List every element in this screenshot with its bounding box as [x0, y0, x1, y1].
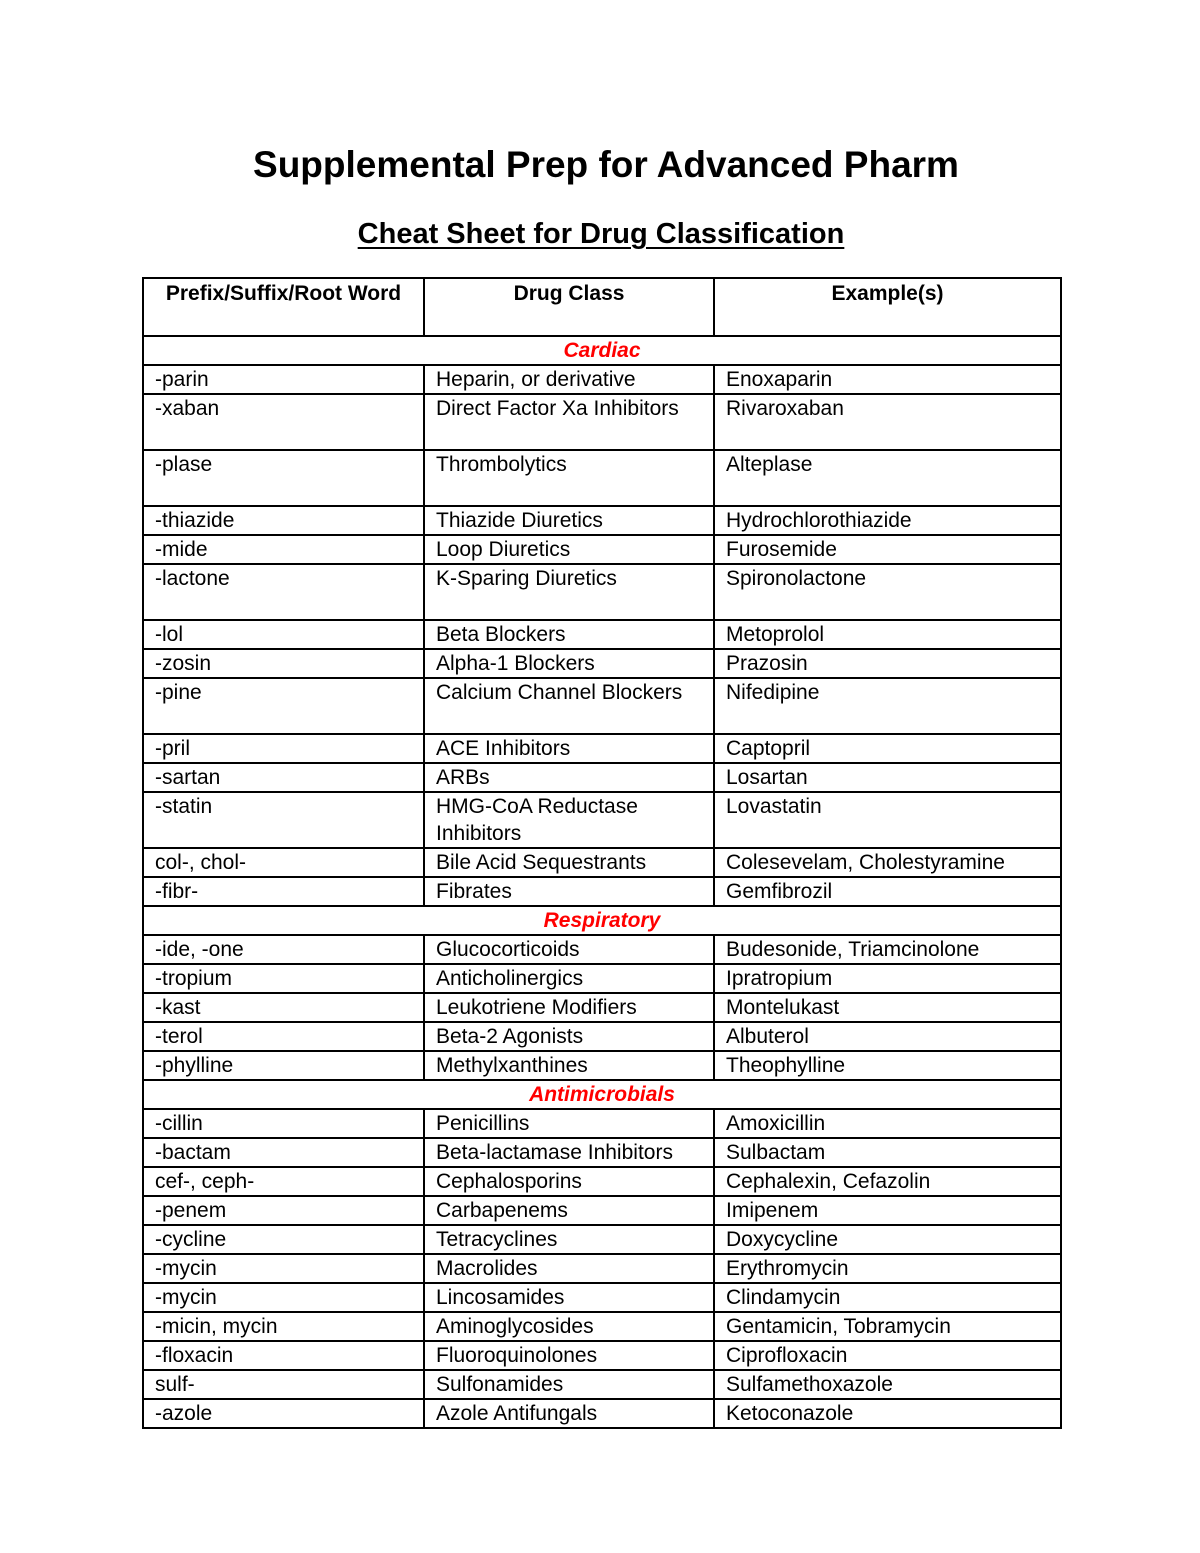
drug-class-cell: Macrolides — [424, 1254, 714, 1283]
drug-class-cell: Cephalosporins — [424, 1167, 714, 1196]
table-row — [143, 1283, 1061, 1312]
prefix-cell: -cycline — [143, 1225, 424, 1254]
table-row — [143, 935, 1061, 964]
drug-class-cell: Beta-2 Agonists — [424, 1022, 714, 1051]
section-heading-row — [143, 336, 1061, 365]
prefix-cell: -parin — [143, 365, 424, 394]
drug-class-cell: Carbapenems — [424, 1196, 714, 1225]
drug-class-cell: Lincosamides — [424, 1283, 714, 1312]
table-row — [143, 1051, 1061, 1080]
drug-class-cell: Beta Blockers — [424, 620, 714, 649]
table-row — [143, 678, 1061, 734]
section-heading: Antimicrobials — [143, 1080, 1061, 1109]
prefix-cell: -micin, mycin — [143, 1312, 424, 1341]
prefix-cell: -azole — [143, 1399, 424, 1428]
column-header-drug-class: Drug Class — [424, 278, 714, 336]
examples-cell: Amoxicillin — [714, 1109, 1061, 1138]
examples-cell: Spironolactone — [714, 564, 1061, 620]
prefix-cell: -phylline — [143, 1051, 424, 1080]
table-row — [143, 1138, 1061, 1167]
prefix-cell: -fibr- — [143, 877, 424, 906]
drug-class-cell: Loop Diuretics — [424, 535, 714, 564]
table-row — [143, 1022, 1061, 1051]
table-row — [143, 649, 1061, 678]
section-heading-row — [143, 906, 1061, 935]
drug-classification-table — [142, 277, 1062, 1429]
examples-cell: Losartan — [714, 763, 1061, 792]
table-row — [143, 1225, 1061, 1254]
prefix-cell: -lactone — [143, 564, 424, 620]
drug-class-cell: K-Sparing Diuretics — [424, 564, 714, 620]
page-subtitle — [0, 214, 1200, 254]
drug-class-cell: Thiazide Diuretics — [424, 506, 714, 535]
table-row — [143, 763, 1061, 792]
table-row — [143, 964, 1061, 993]
table-row — [143, 365, 1061, 394]
table-row — [143, 734, 1061, 763]
table-row — [143, 877, 1061, 906]
examples-cell: Cephalexin, Cefazolin — [714, 1167, 1061, 1196]
examples-cell: Clindamycin — [714, 1283, 1061, 1312]
prefix-cell: -mide — [143, 535, 424, 564]
examples-cell: Erythromycin — [714, 1254, 1061, 1283]
table-row — [143, 535, 1061, 564]
prefix-cell: -ide, -one — [143, 935, 424, 964]
table-row — [143, 1370, 1061, 1399]
drug-class-cell: Heparin, or derivative — [424, 365, 714, 394]
examples-cell: Captopril — [714, 734, 1061, 763]
examples-cell: Ipratropium — [714, 964, 1061, 993]
column-header-examples: Example(s) — [714, 278, 1061, 336]
examples-cell: Nifedipine — [714, 678, 1061, 734]
prefix-cell: -bactam — [143, 1138, 424, 1167]
drug-class-cell: Penicillins — [424, 1109, 714, 1138]
table-row — [143, 1312, 1061, 1341]
prefix-cell: -floxacin — [143, 1341, 424, 1370]
examples-cell: Ketoconazole — [714, 1399, 1061, 1428]
examples-cell: Gemfibrozil — [714, 877, 1061, 906]
examples-cell: Hydrochlorothiazide — [714, 506, 1061, 535]
examples-cell: Furosemide — [714, 535, 1061, 564]
examples-cell: Sulbactam — [714, 1138, 1061, 1167]
table-row — [143, 1254, 1061, 1283]
prefix-cell: -pril — [143, 734, 424, 763]
drug-class-cell: Fluoroquinolones — [424, 1341, 714, 1370]
examples-cell: Prazosin — [714, 649, 1061, 678]
prefix-cell: -xaban — [143, 394, 424, 450]
examples-cell: Montelukast — [714, 993, 1061, 1022]
prefix-cell: -cillin — [143, 1109, 424, 1138]
prefix-cell: -penem — [143, 1196, 424, 1225]
prefix-cell: -sartan — [143, 763, 424, 792]
examples-cell: Doxycycline — [714, 1225, 1061, 1254]
table-body — [143, 336, 1061, 1428]
drug-class-cell: ACE Inhibitors — [424, 734, 714, 763]
table-row — [143, 993, 1061, 1022]
prefix-cell: -mycin — [143, 1283, 424, 1312]
prefix-cell: -zosin — [143, 649, 424, 678]
table-row — [143, 1399, 1061, 1428]
page-title: Supplemental Prep for Advanced Pharm — [253, 144, 959, 185]
examples-cell: Rivaroxaban — [714, 394, 1061, 450]
prefix-cell: -mycin — [143, 1254, 424, 1283]
drug-class-cell: Fibrates — [424, 877, 714, 906]
examples-cell: Albuterol — [714, 1022, 1061, 1051]
table-row — [143, 792, 1061, 848]
prefix-cell: -pine — [143, 678, 424, 734]
prefix-cell: cef-, ceph- — [143, 1167, 424, 1196]
drug-class-cell: Tetracyclines — [424, 1225, 714, 1254]
drug-class-cell: Aminoglycosides — [424, 1312, 714, 1341]
table-row — [143, 1167, 1061, 1196]
table-row — [143, 1109, 1061, 1138]
drug-class-cell: Glucocorticoids — [424, 935, 714, 964]
section-heading: Respiratory — [143, 906, 1061, 935]
section-heading-row — [143, 1080, 1061, 1109]
examples-cell: Theophylline — [714, 1051, 1061, 1080]
prefix-cell: -plase — [143, 450, 424, 506]
section-heading: Cardiac — [143, 336, 1061, 365]
prefix-cell: -terol — [143, 1022, 424, 1051]
examples-cell: Budesonide, Triamcinolone — [714, 935, 1061, 964]
drug-class-cell: Anticholinergics — [424, 964, 714, 993]
drug-class-cell: Methylxanthines — [424, 1051, 714, 1080]
table-header — [143, 278, 1061, 336]
prefix-cell: -kast — [143, 993, 424, 1022]
examples-cell: Lovastatin — [714, 792, 1061, 848]
drug-class-cell: Direct Factor Xa Inhibitors — [424, 394, 714, 450]
drug-class-cell: Beta-lactamase Inhibitors — [424, 1138, 714, 1167]
prefix-cell: -lol — [143, 620, 424, 649]
table-row — [143, 564, 1061, 620]
examples-cell: Enoxaparin — [714, 365, 1061, 394]
table-row — [143, 620, 1061, 649]
examples-cell: Imipenem — [714, 1196, 1061, 1225]
drug-class-cell: Calcium Channel Blockers — [424, 678, 714, 734]
table-row — [143, 394, 1061, 450]
page-subtitle-text: Cheat Sheet for Drug Classification — [357, 218, 845, 250]
table-row — [143, 506, 1061, 535]
examples-cell: Gentamicin, Tobramycin — [714, 1312, 1061, 1341]
drug-class-cell: Sulfonamides — [424, 1370, 714, 1399]
drug-class-cell: ARBs — [424, 763, 714, 792]
prefix-cell: sulf- — [143, 1370, 424, 1399]
table-row — [143, 1196, 1061, 1225]
drug-class-cell: HMG-CoA Reductase Inhibitors — [424, 792, 714, 848]
examples-cell: Sulfamethoxazole — [714, 1370, 1061, 1399]
examples-cell: Ciprofloxacin — [714, 1341, 1061, 1370]
examples-cell: Colesevelam, Cholestyramine — [714, 848, 1061, 877]
drug-class-cell: Leukotriene Modifiers — [424, 993, 714, 1022]
table-header-row — [143, 278, 1061, 336]
drug-class-cell: Bile Acid Sequestrants — [424, 848, 714, 877]
table-row — [143, 1341, 1061, 1370]
drug-class-cell: Alpha-1 Blockers — [424, 649, 714, 678]
prefix-cell: col-, chol- — [143, 848, 424, 877]
drug-class-cell: Azole Antifungals — [424, 1399, 714, 1428]
table-row — [143, 848, 1061, 877]
prefix-cell: -tropium — [143, 964, 424, 993]
drug-class-cell: Thrombolytics — [424, 450, 714, 506]
table-row — [143, 450, 1061, 506]
column-header-prefix: Prefix/Suffix/Root Word — [143, 278, 424, 336]
prefix-cell: -thiazide — [143, 506, 424, 535]
examples-cell: Metoprolol — [714, 620, 1061, 649]
prefix-cell: -statin — [143, 792, 424, 848]
examples-cell: Alteplase — [714, 450, 1061, 506]
